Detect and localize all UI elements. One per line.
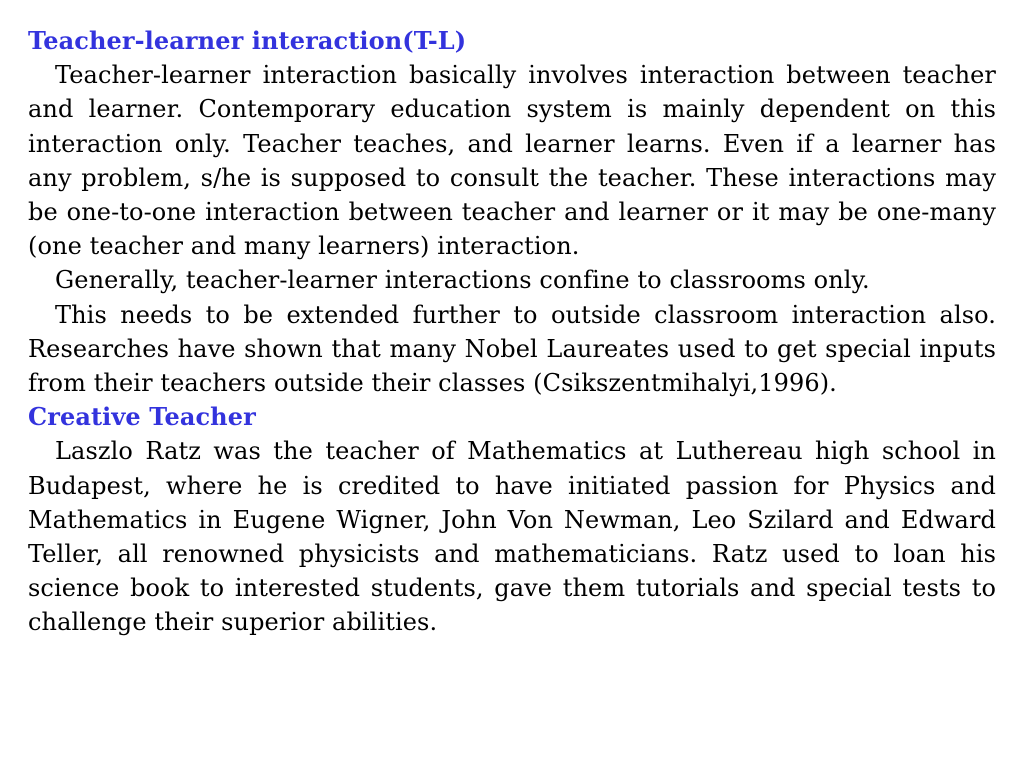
paragraph-tl-definition: Teacher-learner interaction basically involves interaction between teacher and learner. Contemporary education system is mainly dependent on this interaction only. Teacher teaches, and learner learns. Even if a learner has any problem, s/he is supposed to consult the teacher. These interactions may be one-to-one interaction between teacher and learner or it may be one-many (one teacher and many learners) interaction. (28, 61, 996, 261)
paragraph-tl-classrooms: Generally, teacher-learner interactions confine to classrooms only. (55, 266, 870, 295)
section-heading-teacher-learner-interaction: Teacher-learner interaction(T-L) (28, 26, 467, 55)
paragraph-tl-outside-classroom: This needs to be extended further to outside classroom interaction also. Researches have shown that many Nobel Laureates used to get special inputs from their teachers outside their classes (Csikszentmihalyi,1996). (28, 300, 996, 398)
section-heading-creative-teacher: Creative Teacher (28, 402, 256, 432)
paragraph-laszlo-ratz: Laszlo Ratz was the teacher of Mathematics at Luthereau high school in Budapest, where he is credited to have initiated passion for Physics and Mathematics in Eugene Wigner, John Von Newman, Leo Szilard and Edward Teller, all renowned physicists and mathematicians. Ratz used to loan his science book to interested students, gave them tutorials and special tests to challenge their superior abilities. (28, 437, 996, 637)
